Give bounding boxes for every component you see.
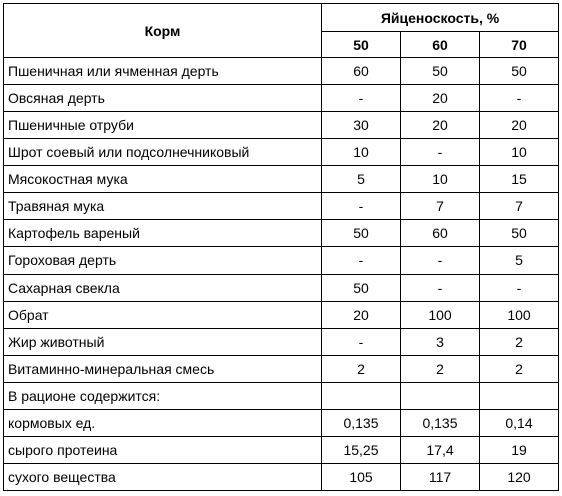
value-cell: 50: [480, 220, 559, 247]
value-cell: 20: [480, 112, 559, 139]
table-row: [4, 436, 559, 463]
value-cell: 15: [480, 166, 559, 193]
value-cell: 60: [401, 220, 480, 247]
value-cell: 3: [401, 328, 480, 355]
table-row: [4, 382, 559, 409]
table-row: [4, 409, 559, 436]
feed-name-cell: Мясокостная мука: [4, 166, 322, 193]
header-level: 50: [322, 32, 401, 58]
value-cell: 17,4: [401, 436, 480, 463]
table-row: [4, 328, 559, 355]
feed-name-cell: Овсяная дерть: [4, 85, 322, 112]
value-cell: 10: [322, 139, 401, 166]
value-cell: 20: [401, 85, 480, 112]
value-cell: 0,135: [322, 409, 401, 436]
value-cell: -: [322, 247, 401, 274]
table-row: [4, 355, 559, 382]
value-cell: 20: [401, 112, 480, 139]
value-cell: 105: [322, 463, 401, 490]
table-row: [4, 166, 559, 193]
feed-name-cell: В рационе содержится:: [4, 382, 322, 409]
feed-name-cell: сырого протеина: [4, 436, 322, 463]
value-cell: [480, 382, 559, 409]
value-cell: 7: [401, 193, 480, 220]
header-feed: Корм: [4, 4, 322, 58]
feed-name-cell: Жир животный: [4, 328, 322, 355]
value-cell: 100: [401, 301, 480, 328]
header-row-top: [4, 4, 559, 32]
value-cell: 2: [480, 328, 559, 355]
table-row: [4, 301, 559, 328]
table-row: [4, 139, 559, 166]
feed-name-cell: Пшеничная или ячменная дерть: [4, 58, 322, 85]
value-cell: 50: [480, 58, 559, 85]
value-cell: [322, 382, 401, 409]
value-cell: 10: [480, 139, 559, 166]
table-row: [4, 85, 559, 112]
value-cell: 117: [401, 463, 480, 490]
value-cell: -: [480, 274, 559, 301]
feed-name-cell: Травяная мука: [4, 193, 322, 220]
value-cell: -: [322, 85, 401, 112]
header-egg-production: Яйценоскость, %: [322, 4, 559, 32]
value-cell: 50: [322, 220, 401, 247]
feed-name-cell: Шрот соевый или подсолнечниковый: [4, 139, 322, 166]
value-cell: 2: [401, 355, 480, 382]
value-cell: 50: [401, 58, 480, 85]
table-body: [4, 58, 559, 491]
value-cell: 20: [322, 301, 401, 328]
feed-name-cell: кормовых ед.: [4, 409, 322, 436]
feed-name-cell: Гороховая дерть: [4, 247, 322, 274]
value-cell: -: [401, 247, 480, 274]
feed-name-cell: Витаминно-минеральная смесь: [4, 355, 322, 382]
value-cell: 30: [322, 112, 401, 139]
table-row: [4, 58, 559, 85]
value-cell: -: [401, 139, 480, 166]
table-row: [4, 463, 559, 490]
table-row: [4, 193, 559, 220]
feed-name-cell: Обрат: [4, 301, 322, 328]
value-cell: 15,25: [322, 436, 401, 463]
value-cell: 50: [322, 274, 401, 301]
value-cell: 0,14: [480, 409, 559, 436]
value-cell: -: [480, 85, 559, 112]
value-cell: 60: [322, 58, 401, 85]
value-cell: 7: [480, 193, 559, 220]
header-level: 60: [401, 32, 480, 58]
value-cell: 100: [480, 301, 559, 328]
value-cell: 19: [480, 436, 559, 463]
value-cell: -: [401, 274, 480, 301]
table-row: [4, 112, 559, 139]
value-cell: 2: [322, 355, 401, 382]
table-row: [4, 220, 559, 247]
value-cell: 10: [401, 166, 480, 193]
table-row: [4, 274, 559, 301]
value-cell: 5: [322, 166, 401, 193]
value-cell: [401, 382, 480, 409]
feed-name-cell: Сахарная свекла: [4, 274, 322, 301]
header-level: 70: [480, 32, 559, 58]
feed-name-cell: Пшеничные отруби: [4, 112, 322, 139]
feed-name-cell: сухого вещества: [4, 463, 322, 490]
table-row: [4, 247, 559, 274]
value-cell: 120: [480, 463, 559, 490]
value-cell: 5: [480, 247, 559, 274]
value-cell: -: [322, 328, 401, 355]
value-cell: 2: [480, 355, 559, 382]
feed-ration-table: [3, 3, 559, 491]
feed-name-cell: Картофель вареный: [4, 220, 322, 247]
value-cell: 0,135: [401, 409, 480, 436]
value-cell: -: [322, 193, 401, 220]
